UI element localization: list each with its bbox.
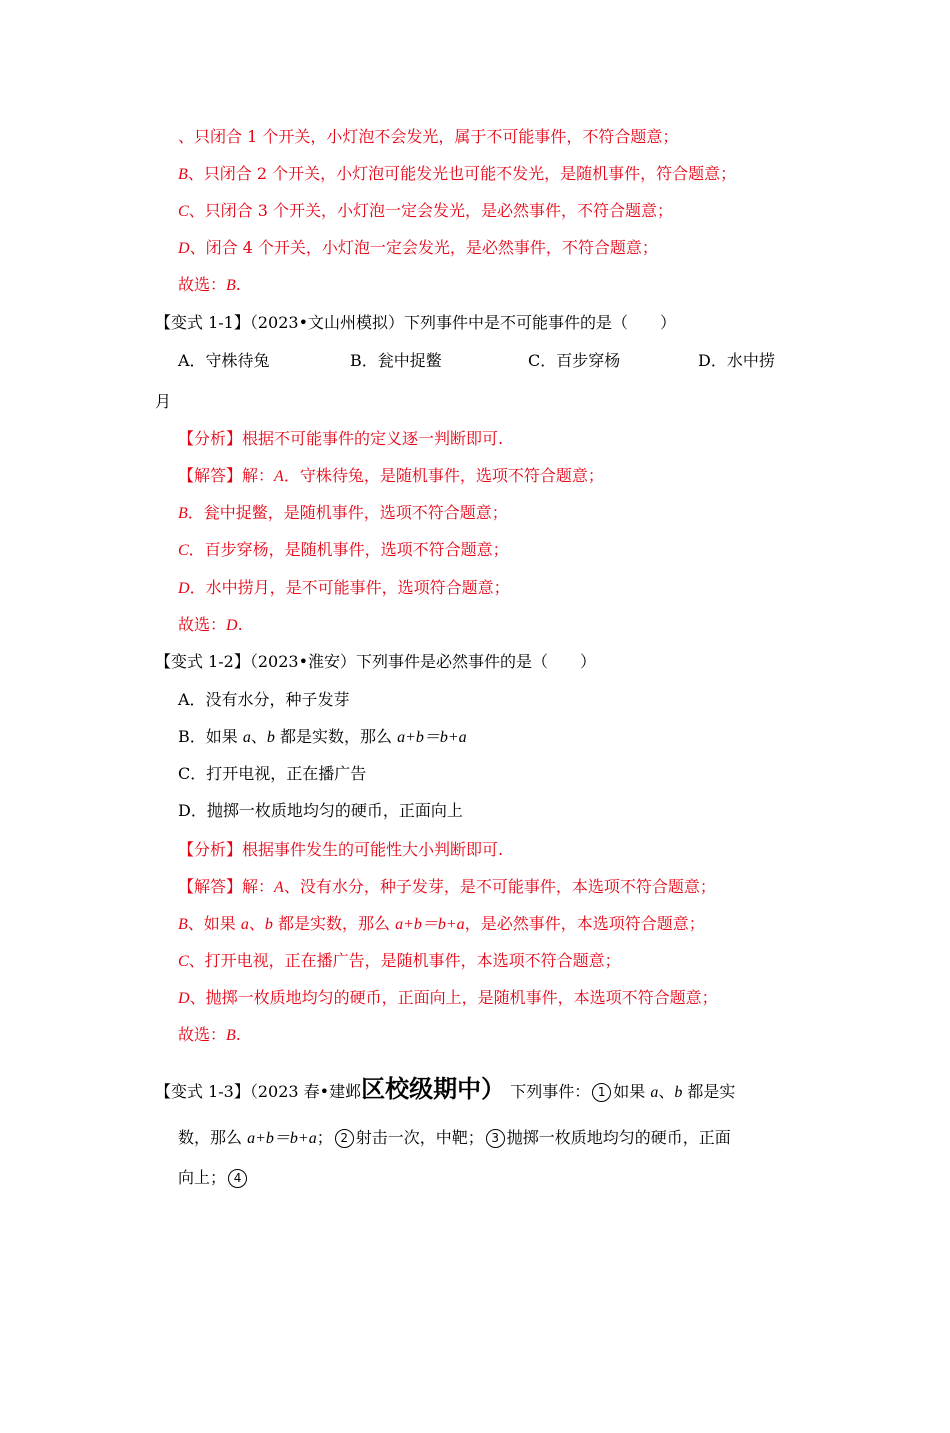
q1-stem: 【变式 1-1】（2023•文山州模拟）下列事件中是不可能事件的是（ ）	[155, 313, 677, 332]
q1-option-d-wrap: 月	[155, 392, 172, 411]
q1-solution-b: B．瓮中捉鳖，是随机事件，选项不符合题意；	[178, 503, 508, 522]
prev-solution-line-a: 、只闭合 1 个开关，小灯泡不会发光，属于不可能事件，不符合题意；	[178, 127, 679, 146]
circled-number-4: 4	[228, 1169, 247, 1188]
q2-solution-d: D、抛掷一枚质地均匀的硬币，正面向上，是随机事件，本选项不符合题意；	[178, 988, 718, 1007]
circled-number-3: 3	[486, 1129, 505, 1148]
prev-answer: 故选：B.	[178, 275, 241, 294]
q1-solution-d: D．水中捞月，是不可能事件，选项符合题意；	[178, 578, 510, 597]
q1-answer: 故选：D.	[178, 615, 243, 634]
q2-solution-c: C、打开电视，正在播广告，是随机事件，本选项不符合题意；	[178, 951, 621, 970]
q1-option-d: D．水中捞	[698, 351, 775, 370]
q1-solution-c: C．百步穿杨，是随机事件，选项不符合题意；	[178, 540, 509, 559]
q3-tag: 【变式 1-3】	[155, 1082, 250, 1101]
q2-option-b: B．如果 a、b 都是实数，那么 a+b＝b+a	[178, 727, 467, 746]
q1-solution-a: 【解答】解：A．守株待兔，是随机事件，选项不符合题意；	[178, 466, 604, 485]
q1-tag: 【变式 1-1】	[155, 313, 250, 332]
q1-source: （2023•文山州模拟）	[249, 313, 405, 332]
circled-number-1: 1	[592, 1083, 611, 1102]
q2-option-c: C．打开电视，正在播广告	[178, 764, 367, 783]
circled-number-2: 2	[335, 1129, 354, 1148]
q1-option-b: B．瓮中捉鳖	[350, 351, 442, 370]
q1-option-a: A．守株待兔	[178, 351, 270, 370]
q3-stem-line-2: 数，那么 a+b＝b+a； 2 射击一次，中靶； 3 抛掷一枚质地均匀的硬币，正面	[178, 1128, 731, 1147]
q2-stem: 【变式 1-2】（2023•淮安）下列事件是必然事件的是（ ）	[155, 652, 597, 671]
q1-option-c: C．百步穿杨	[528, 351, 621, 370]
solution-tag: 【解答】	[178, 877, 243, 896]
q1-analysis: 【分析】根据不可能事件的定义逐一判断即可.	[178, 429, 504, 448]
q2-analysis: 【分析】根据事件发生的可能性大小判断即可.	[178, 840, 504, 859]
analysis-tag: 【分析】	[178, 429, 243, 448]
analysis-tag: 【分析】	[178, 840, 243, 859]
q2-answer: 故选：B.	[178, 1025, 241, 1044]
q2-source: （2023•淮安）	[249, 652, 357, 671]
prev-solution-line-b: B、只闭合 2 个开关，小灯泡可能发光也可能不发光，是随机事件，符合题意；	[178, 164, 737, 183]
prev-solution-line-c: C、只闭合 3 个开关，小灯泡一定会发光，是必然事件，不符合题意；	[178, 201, 674, 220]
q3-stem-line-3: 向上； 4	[178, 1167, 249, 1189]
q3-stem-line-1: 【变式 1-3】（2023 春•建邺区校级期中） 下列事件： 1 如果 a、b 都是实	[155, 1075, 736, 1103]
q2-solution-a: 【解答】解：A、没有水分，种子发芽，是不可能事件，本选项不符合题意；	[178, 877, 716, 896]
solution-tag: 【解答】	[178, 466, 243, 485]
prev-solution-line-d: D、闭合 4 个开关，小灯泡一定会发光，是必然事件，不符合题意；	[178, 238, 658, 257]
q2-option-d: D．抛掷一枚质地均匀的硬币，正面向上	[178, 801, 463, 820]
q3-source: （2023 春•建邺	[249, 1082, 362, 1101]
q3-source-big: 区校级期中）	[361, 1075, 506, 1103]
q2-tag: 【变式 1-2】	[155, 652, 250, 671]
q2-option-a: A．没有水分，种子发芽	[178, 690, 350, 709]
q2-solution-b: B、如果 a、b 都是实数，那么 a+b＝b+a，是必然事件，本选项符合题意；	[178, 914, 705, 933]
